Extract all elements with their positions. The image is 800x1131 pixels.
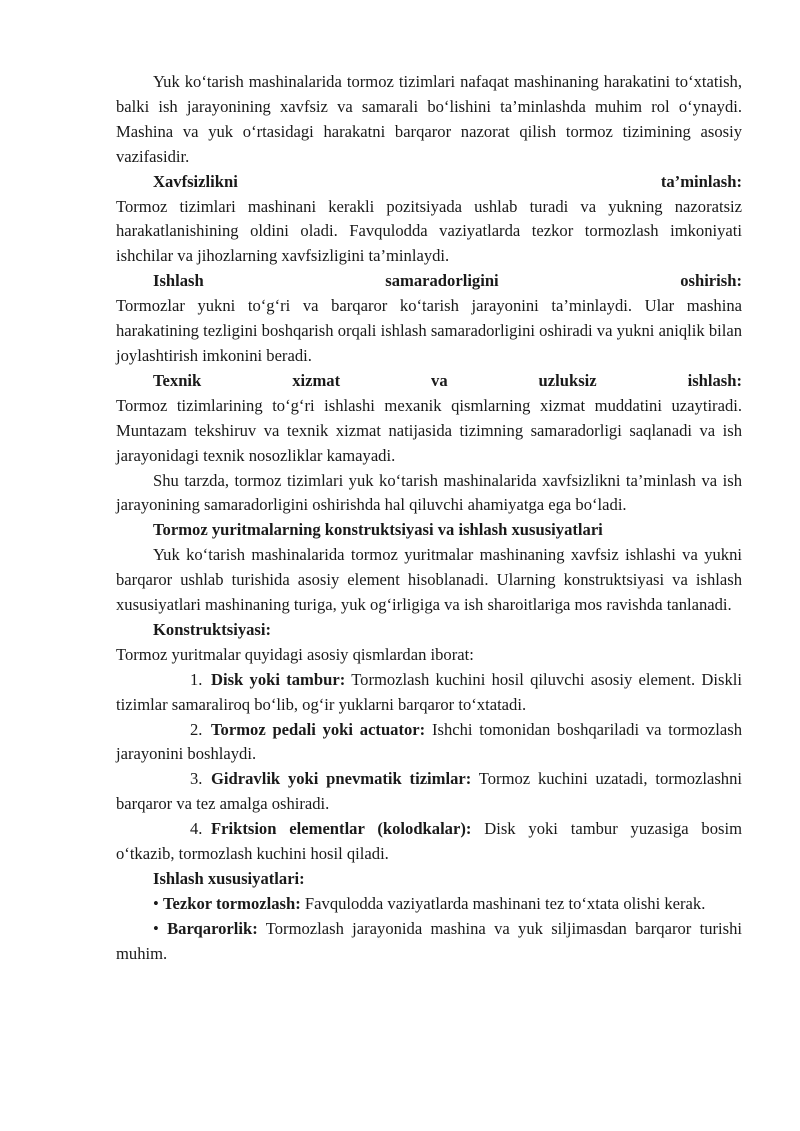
section-text: Tormozlar yukni to‘g‘ri va barqaror ko‘tarish jarayonini ta’minlaydi. Ular mashina harakatining tezligini boshqarish orqali ishlash samaradorligini oshiradi va yukni aniqlik bilan joylashtirish imkonini beradi. (116, 296, 742, 365)
bullet-text: Favqulodda vaziyatlarda mashinani tez to‘xtata olishi kerak. (300, 893, 706, 913)
bullet-item (116, 892, 742, 917)
bullet-marker: • (153, 893, 159, 913)
construction-intro: Tormoz yuritmalar quyidagi asosiy qismlardan iborat: (116, 644, 474, 664)
section-text: Tormoz tizimlarining to‘g‘ri ishlashi mexanik qismlarning xizmat muddatini uzaytiradi. Muntazam tekshiruv va texnik xizmat natijasida tizimning samaradorligi saqlanadi va ish jarayonidagi texnik nosozliklar kamayadi. (116, 395, 742, 465)
list-number: 3. (190, 769, 203, 789)
section-heading: Ishlash samaradorligini oshirish: (153, 271, 742, 291)
list-number: 1. (190, 669, 203, 689)
list-term: Gidravlik yoki pnevmatik tizimlar: (211, 769, 472, 789)
list-item (116, 718, 742, 768)
list-text: Tormoz kuchini uzatadi, tormozlashni barqaror va tez amalga oshiradi. (116, 769, 742, 814)
bullet-text: Tormozlash jarayonida mashina va yuk siljimasdan barqaror turishi muhim. (116, 918, 742, 963)
features-heading: Ishlash xususiyatlari: (153, 869, 305, 888)
list-item (116, 817, 742, 867)
section-heading: Xavfsizlikni ta’minlash: (153, 171, 742, 191)
list-item (116, 767, 742, 817)
section-heading: Texnik xizmat va uzluksiz ishlash: (153, 370, 742, 390)
bullet-item (116, 917, 742, 967)
list-number: 4. (190, 819, 203, 839)
list-text: Tormozlash kuchini hosil qiluvchi asosiy element. Diskli tizimlar samaraliroq bo‘lib, og‘ir yuklarni barqaror to‘xtatadi. (116, 669, 742, 714)
list-item (116, 668, 742, 718)
intro-paragraph: Yuk ko‘tarish mashinalarida tormoz tizimlari nafaqat mashinaning harakatini to‘xtatish, balki ish jarayonining xavfsiz va samarali bo‘lishini ta’minlashda muhim rol o‘ynaydi. Mashina va yuk o‘rtasidagi harakatni barqaror nazorat qilish tormoz tizimining asosiy vazifasidir. (116, 72, 742, 166)
construction-heading: Konstruktsiyasi: (153, 619, 272, 639)
body-paragraph: Yuk ko‘tarish mashinalarida tormoz yuritmalar mashinaning xavfsiz ishlashi va yukni barqaror ushlab turishida asosiy element hisoblanadi. Ularning konstruktsiyasi va ishlash xususiyatlari mashinaning turiga, yuk og‘irligiga va ish sharoitlariga mos ravishda tanlanadi. (116, 545, 742, 615)
list-term: Disk yoki tambur: (211, 669, 346, 689)
conclusion-paragraph: Shu tarzda, tormoz tizimlari yuk ko‘tarish mashinalarida xavfsizlikni ta’minlash va ish jarayonining samaradorligini oshirishda hal qiluvchi ahamiyatga ega bo‘ladi. (116, 470, 742, 515)
document-page (116, 70, 742, 967)
list-term: Friktsion elementlar (kolodkalar): (211, 819, 472, 839)
list-number: 2. (190, 719, 203, 739)
bullet-term: Barqarorlik: (167, 918, 258, 938)
bullet-term: Tezkor tormozlash: (162, 893, 301, 913)
section-text: Tormoz tizimlari mashinani kerakli pozitsiyada ushlab turadi va yukning nazoratsiz harakatlanishining oldini oladi. Favqulodda vaziyatlarda tezkor tormozlash imkoniyati ishchilar va jihozlarning xavfsizligini ta’minlaydi. (116, 196, 742, 266)
list-text: Disk yoki tambur yuzasiga bosim o‘tkazib, tormozlash kuchini hosil qiladi. (116, 819, 742, 864)
subheading: Tormoz yuritmalarning konstruktsiyasi va ishlash xususiyatlari (153, 520, 603, 540)
list-term: Tormoz pedali yoki actuator: (211, 719, 426, 739)
bullet-marker: • (153, 918, 159, 938)
list-text: Ishchi tomonidan boshqariladi va tormozlash jarayonini boshlaydi. (116, 719, 742, 764)
